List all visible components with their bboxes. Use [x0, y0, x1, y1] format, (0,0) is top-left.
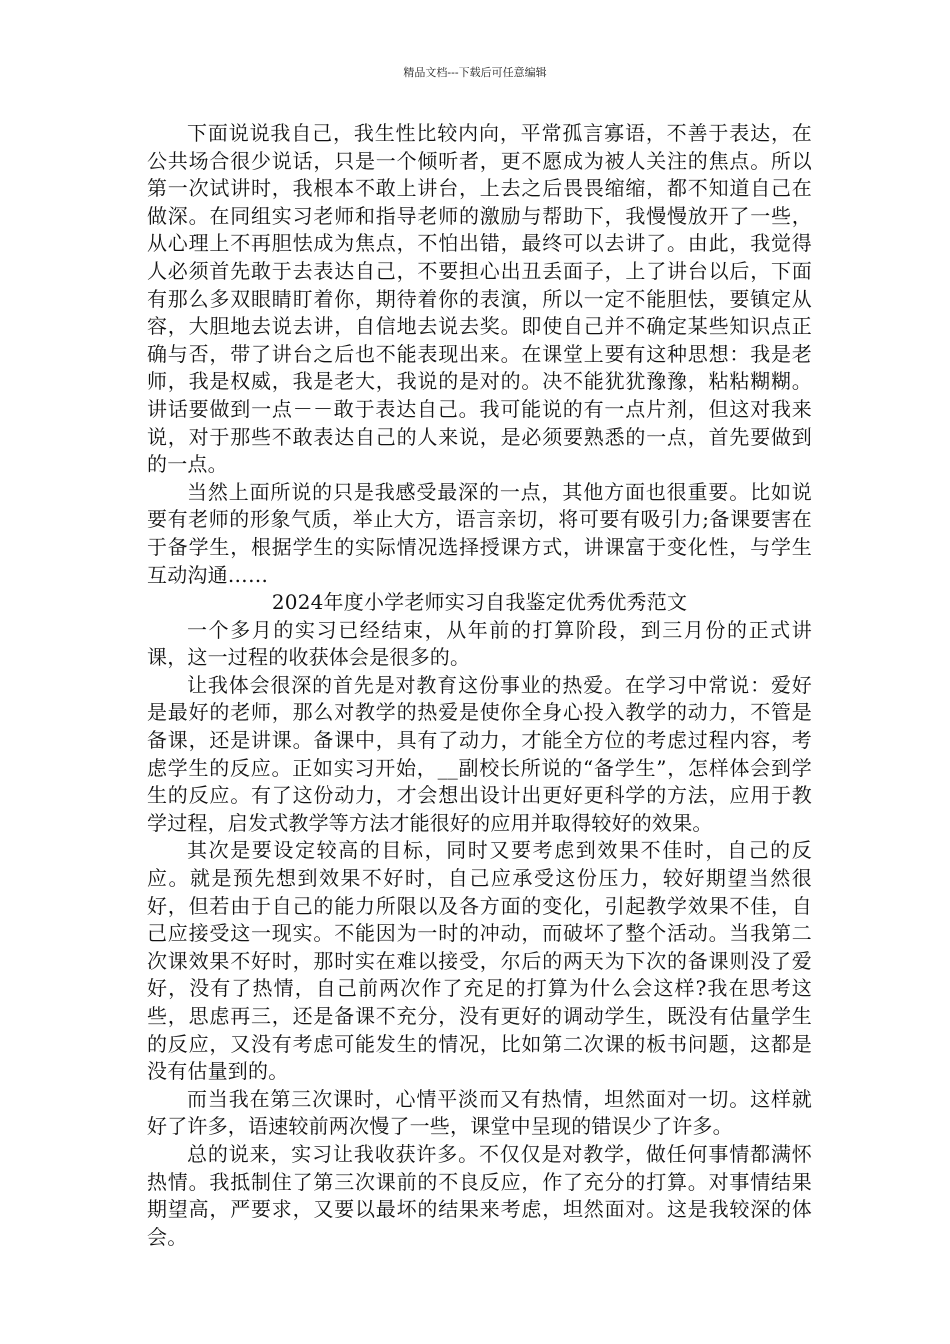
paragraph: 当然上面所说的只是我感受最深的一点，其他方面也很重要。比如说要有老师的形象气质，举止大方，语言亲切，将可要有吸引力;备课要害在于备学生，根据学生的实际情况选择授课方式，讲课富于变化性，与学生互动沟通……	[147, 479, 812, 587]
paragraph: 总的说来，实习让我收获许多。不仅仅是对教学，做任何事情都满怀热情。我抵制住了第三次课前的不良反应，作了充分的打算。对事情结果期望高，严要求，又要以最坏的结果来考虑，坦然面对。这是我较深的体会。	[147, 1141, 812, 1249]
paragraph: 下面说说我自己，我生性比较内向，平常孤言寡语，不善于表达，在公共场合很少说话，只是一个倾听者，更不愿成为被人关注的焦点。所以第一次试讲时，我根本不敢上讲台，上去之后畏畏缩缩，都不知道自己在做深。在同组实习老师和指导老师的激励与帮助下，我慢慢放开了一些，从心理上不再胆怯成为焦点，不怕出错，最终可以去讲了。由此，我觉得人必须首先敢于去表达自己，不要担心出丑丢面子，上了讲台以后，下面有那么多双眼睛盯着你，期待着你的表演，所以一定不能胆怯，要镇定从容，大胆地去说去讲，自信地去说去奖。即使自己并不确定某些知识点正确与否，带了讲台之后也不能表现出来。在课堂上要有这种思想：我是老师，我是权威，我是老大，我说的是对的。决不能犹犹豫豫，粘粘糊糊。讲话要做到一点－－敢于表达自己。我可能说的有一点片剂，但这对我来说，对于那些不敢表达自己的人来说，是必须要熟悉的一点，首先要做到的一点。	[147, 121, 812, 477]
paragraph: 而当我在第三次课时，心情平淡而又有热情，坦然面对一切。这样就好了许多，语速较前两次慢了一些，课堂中呈现的错误少了许多。	[147, 1086, 812, 1139]
section-title: 2024年度小学老师实习自我鉴定优秀优秀范文	[271, 590, 688, 615]
paragraph: 其次是要设定较高的目标，同时又要考虑到效果不佳时，自己的反应。就是预先想到效果不好时，自己应承受这份压力，较好期望当然很好，但若由于自己的能力所限以及各方面的变化，引起教学效果不佳，自己应接受这一现实。不能因为一时的冲动，而破坏了整个活动。当我第二次课效果不好时，那时实在难以接受，尔后的两天为下次的备课则没了爱好，没有了热情，自己前两次作了充足的打算为什么会这样?我在思考这些，思虑再三，还是备课不充分，没有更好的调动学生，既没有估量学生的反应，又没有考虑可能发生的情况，比如第二次课的板书问题，这都是没有估量到的。	[147, 838, 812, 1084]
paragraph: 让我体会很深的首先是对教育这份事业的热爱。在学习中常说：爱好是最好的老师，那么对教学的热爱是使你全身心投入教学的动力，不管是备课，还是讲课。备课中，具有了动力，才能全方位的考虑过程内容，考虑学生的反应。正如实习开始，__副校长所说的“备学生”，怎样体会到学生的反应。有了这份动力，才会想出设计出更好更科学的方法，应用于教学过程，启发式教学等方法才能很好的应用并取得较好的效果。	[147, 672, 812, 835]
page-header: 精品文档---下载后可任意编辑	[403, 66, 547, 79]
paragraph: 一个多月的实习已经结束，从年前的打算阶段，到三月份的正式讲课，这一过程的收获体会是很多的。	[147, 617, 812, 670]
document-body	[147, 120, 812, 1251]
